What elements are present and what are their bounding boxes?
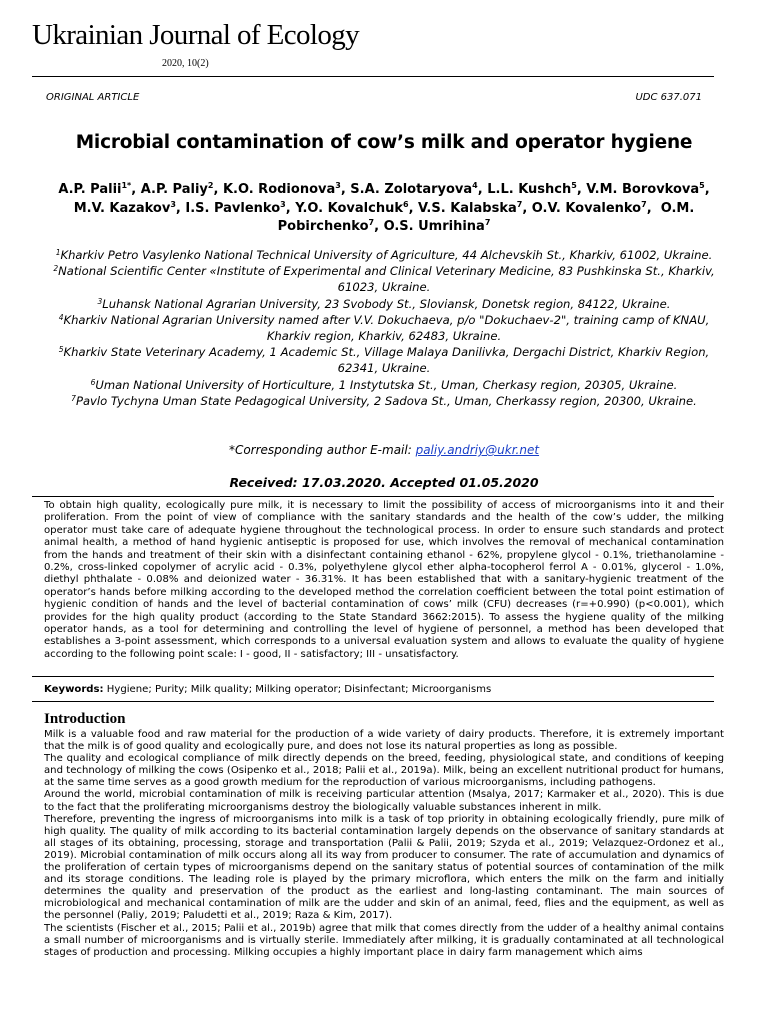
abstract-bottom-divider <box>32 676 714 677</box>
paragraph: Around the world, microbial contamination of milk is receiving particular attention (Msalya, 2017; Karmaker et al., 2020). This is due to the fact that the proliferating microorganisms destroy the biologically valuable substances inherent in milk. <box>44 789 724 813</box>
author: Y.O. Kovalchuk$^6$ <box>295 199 409 216</box>
affiliation: $^6$Uman National University of Horticulture, 1 Instytutska St., Uman, Cherkasy region, 20305, Ukraine. <box>90 377 678 392</box>
author-email-link[interactable]: paliy.andriy@ukr.net <box>415 443 540 457</box>
keywords <box>44 684 491 695</box>
affiliation: $^3$Luhansk National Agrarian University, 23 Svobody St., Sloviansk, Donetsk region, 84122, Ukraine. <box>97 296 671 311</box>
author: A.P. Palii$^{1*}$ <box>58 181 132 197</box>
paragraph: Milk is a valuable food and raw material for the production of a wide variety of dairy products. Therefore, it is extremely important that the milk is of good quality and ecologically pure, and does not lose its natural properties as long as possible. <box>44 729 724 753</box>
author: K.O. Rodionova$^3$ <box>222 181 341 197</box>
author: O.M. Pobirchenko$^7$ <box>277 200 695 234</box>
author-list: A.P. Palii$^{1*}$, A.P. Paliy$^2$, K.O. Rodionova$^3$, S.A. Zolotaryova$^4$, L.L. Kushch$^5$, V.M. Borovkova$^5$, M.V. Kazakov$^3$, I.S. Pavlenko$^3$, Y.O. Kovalchuk$^6$, V.S. Kalabska$^7$, O.V. Kovalenko$^7$, O.M. Pobirchenko$^7$, O.S. Umrihina$^7$ <box>58 181 710 234</box>
paragraph: The scientists (Fischer et al., 2015; Palii et al., 2019b) agree that milk that comes directly from the udder of a healthy animal contains a small number of microorganisms and is virtually sterile. Immediately after milking, it is gradually contaminated at all technological stages of production and processing. Milking occupies a highly important place in dairy farm management which aims <box>44 922 724 958</box>
header-divider <box>32 76 714 77</box>
introduction-heading: Introduction <box>44 711 126 727</box>
received-dates: Received: 17.03.2020. Accepted 01.05.2020 <box>229 475 539 490</box>
author: O.S. Umrihina$^7$ <box>383 218 491 234</box>
affiliation: $^1$Kharkiv Petro Vasylenko National Technical University of Agriculture, 44 Alchevskih St., Kharkiv, 61002, Ukraine. <box>55 248 713 262</box>
article-title: Microbial contamination of cow’s milk and operator hygiene <box>75 132 693 153</box>
corresponding-author <box>32 443 736 457</box>
journal-title: Ukrainian Journal of Ecology <box>32 19 360 51</box>
paragraph: Therefore, preventing the ingress of microorganisms into milk is a task of top priority in obtaining ecologically friendly, pure milk of high quality. The quality of milk according to its bacterial contamination largely depends on the observance of sanitary standards at all stages of its obtaining, processing, storage and transportation (Palii & Palii, 2019; Szyda et al., 2019; Velazquez-Ordonez et al., 2019). Microbial contamination of milk occurs along all its way from producer to consumer. The rate of accumulation and dynamics of the proliferation of certain types of microorganisms depend on the sanitary status of potential sources of contamination of the milk and its storage conditions. The leading role is played by the primary microflora, which enters the milk on the farm and initially determines the quality and preservation of the product as the earliest and long-lasting contaminant. The main sources of microbiological and mechanical contamination of milk are the udder and skin of an animal, feed, flies and the equipment, as well as the personnel (Paliy, 2019; Paludetti et al., 2019; Raza & Kim, 2017). <box>44 813 724 922</box>
corresponding-label: *Corresponding author E-mail: <box>228 443 416 457</box>
author: V.M. Borovkova$^5$ <box>586 181 705 197</box>
abstract: To obtain high quality, ecologically pure milk, it is necessary to limit the possibility of access of microorganisms into it and their proliferation. From the point of view of compliance with the sanitary standards and the health of the cow’s udder, the milking operator must take care of adequate hygiene throughout the technological process. In order to ensure such standards and protect animal health, a method of hand hygienic antiseptic is proposed for use, which involves the removal of mechanical contamination from the hands and treatment of their skin with a disinfectant containing ethanol - 62%, propylene glycol - 0.1%, triethanolamine - 0.2%, cross-linked copolymer of acrylic acid - 0.3%, polyethylene glycol ether alpha-tocopherol ferrol A - 0.01%, glycerol - 1.0%, diethyl phthalate - 0.08% and deionized water - 36.31%. It has been established that with a sanitary-hygienic treatment of the operator’s hands before milking according to the developed method the correlation coefficient between the total point estimation of hygienic condition of hands and the level of bacterial contamination of cows’ milk (CFU) decreases (r=+0.990) (p<0.001), which provides for the high quality product (according to the State Standard 3662:2015). To assess the hygiene quality of the milking operator hands, as a tool for determining and controlling the level of hygiene of personnel, a method has been developed that establishes a 3-point assessment, which corresponds to a universal evaluation system and allows to evaluate the quality of hygiene according to the following point scale: I - good, II - satisfactory; III - unsatisfactory. <box>44 500 724 660</box>
udc-code: UDC 637.071 <box>635 92 702 103</box>
affiliation: $^4$Kharkiv National Agrarian University named after V.V. Dokuchaeva, p/o "Dokuchaev-2", training camp of KNAU, Kharkiv region, Kharkiv, 62483, Ukraine. <box>58 312 710 344</box>
keywords-divider <box>32 701 714 702</box>
keywords-label: Keywords: <box>44 684 104 695</box>
keywords-text: Hygiene; Purity; Milk quality; Milking operator; Disinfectant; Microorganisms <box>103 684 492 695</box>
article-type: ORIGINAL ARTICLE <box>46 92 140 103</box>
paragraph: The quality and ecological compliance of milk directly depends on the breed, feeding, physiological state, and conditions of keeping and technology of milking the cows (Osipenko et al., 2018; Palii et al., 2019a). Milk, being an excellent nutritional product for humans, at the same time serves as a good growth medium for the reproduction of various microorganisms, including pathogens. <box>44 753 724 789</box>
journal-volume: 2020, 10(2) <box>162 58 209 69</box>
author: L.L. Kushch$^5$ <box>487 181 577 197</box>
author: I.S. Pavlenko$^3$ <box>185 199 286 216</box>
author: V.S. Kalabska$^7$ <box>418 199 523 216</box>
author: S.A. Zolotaryova$^4$ <box>350 181 478 197</box>
abstract-top-divider <box>32 496 714 497</box>
author: A.P. Paliy$^2$ <box>140 181 214 197</box>
author: O.V. Kovalenko$^7$ <box>531 199 647 216</box>
affiliations <box>38 247 730 409</box>
affiliation: $^7$Pavlo Tychyna Uman State Pedagogical University, 2 Sadova St., Uman, Cherkassy region, 20300, Ukraine. <box>71 393 697 408</box>
introduction-body <box>44 729 724 959</box>
affiliation: $^2$National Scientific Center «Institute of Experimental and Clinical Veterinary Medicine, 83 Pushkinska St., Kharkiv, 61023, Ukraine. <box>53 264 715 295</box>
affiliation: $^5$Kharkiv State Veterinary Academy, 1 Academic St., Village Malaya Danilivka, Dergachi District, Kharkiv Region, 62341, Ukraine. <box>58 345 710 376</box>
author: M.V. Kazakov$^3$ <box>73 199 176 216</box>
